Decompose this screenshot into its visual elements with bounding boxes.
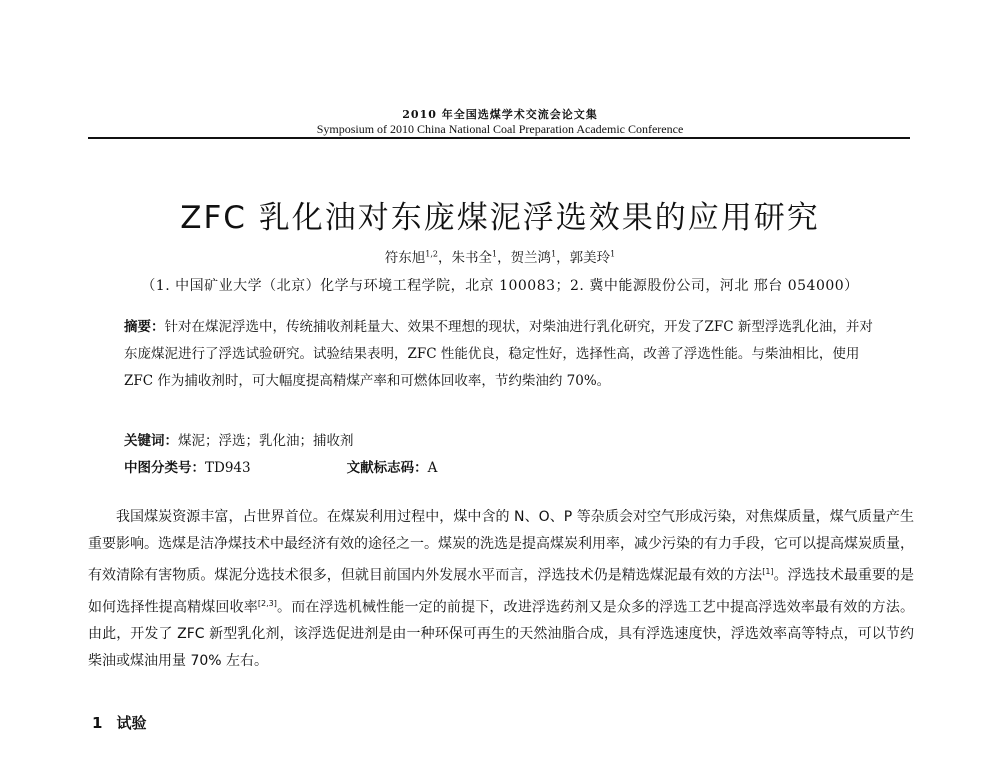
keywords-row [124,428,437,455]
paper-title: ZFC 乳化油对东庞煤泥浮选效果的应用研究 [180,200,820,236]
doc-code-label: 文献标志码： [346,460,428,476]
header-rule [88,137,910,139]
intro-paragraph [88,504,914,675]
classification-row [124,455,437,482]
affiliation: （1. 中国矿业大学（北京）化学与环境工程学院，北京 100083；2. 冀中能源股份公司，河北 邢台 054000） [141,278,859,294]
author-affil-mark: 1 [491,249,498,259]
running-header [0,108,1000,137]
author-affil-mark: 1,2 [425,249,438,259]
section-title: 试验 [116,714,147,732]
intro-text-2: 。浮选技术最重要的是如何选择性提高精煤回收率 [88,567,915,616]
citation: [1] [762,567,774,576]
author-separator: ， [437,250,452,266]
section-number: 1 [92,714,103,732]
intro-text-1: 我国煤炭资源丰富，占世界首位。在煤炭利用过程中，煤中含的 N、O、P 等杂质会对空气形成污染，对焦煤质量，煤气质量产生重要影响。选煤是洁净煤技术中最经济有效的途径之一。煤炭的洗选是提高煤炭利用率，减少污染的有力手段，它可以提高煤炭质量，有效清除有害物质。煤泥分选技术很多，但就目前国内外发展水平而言，浮选技术仍是精选煤泥最有效的方法 [88,509,914,584]
intro-text-3: 。而在浮选机械性能一定的前提下，改进浮选药剂又是众多的浮选工艺中提高浮选效率最有效的方法。由此，开发了 ZFC 新型乳化剂，该浮选促进剂是由一种环保可再生的天然油脂合成，具有浮选速度快，浮选效率高等特点，可以节约柴油或煤油用量 70% 左右。 [88,599,915,670]
author-name: 符东旭 [384,250,426,266]
keywords-text: 煤泥；浮选；乳化油；捕收剂 [178,433,354,449]
author-list [0,246,1000,266]
author-separator: ， [556,250,570,266]
author-name: 郭美玲 [569,250,611,266]
author-affil-mark: 1 [551,249,557,259]
clc-label: 中图分类号： [124,460,205,476]
clc-value: TD943 [205,460,251,476]
citation: [2,3] [257,598,277,608]
author-separator: ， [497,250,511,266]
author-name: 朱书全 [451,250,492,266]
abstract-label: 摘要： [124,319,165,335]
paper-meta [124,428,437,482]
abstract [124,314,884,395]
doc-code-value: A [427,460,438,476]
header-chinese: 2010 年全国选煤学术交流会论文集 [402,108,598,121]
introduction [88,504,914,675]
keywords-label: 关键词： [124,433,178,449]
header-english: Symposium of 2010 China National Coal Preparation Academic Conference [316,122,684,136]
author-name: 贺兰鸿 [510,250,552,266]
section-heading [92,712,146,733]
abstract-text: 针对在煤泥浮选中，传统捕收剂耗量大、效果不理想的现状，对柴油进行乳化研究，开发了ZFC 新型浮选乳化油，并对东庞煤泥进行了浮选试验研究。试验结果表明，ZFC 性能优良，稳定性好，选择性高，改善了浮选性能。与柴油相比，使用 ZFC 作为捕收剂时，可大幅度提高精煤产率和可燃体回收率，节约柴油约 70%。 [124,319,873,389]
author-affil-mark: 1 [610,249,616,259]
